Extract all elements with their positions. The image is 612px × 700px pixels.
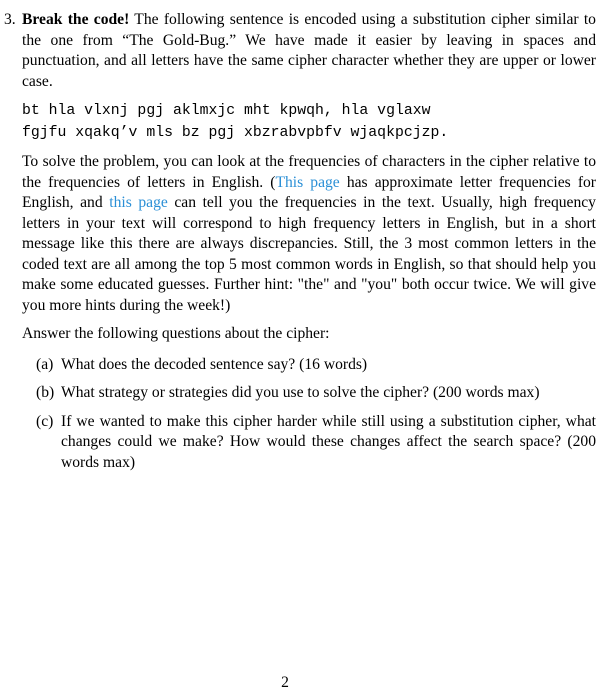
problem-number: 3.: [4, 11, 16, 28]
problem-body: [22, 10, 596, 473]
question-text: If we wanted to make this cipher harder while still using a substitution cipher, what changes could we make? How would these changes affect the search space? (200 words max): [61, 412, 596, 471]
problem-title: Break the code!: [22, 11, 130, 28]
hint-text-2: has approximate letter frequencies for English, and: [22, 173, 597, 211]
hint-paragraph: [22, 152, 596, 316]
question-text: What strategy or strategies did you use to solve the cipher? (200 words max): [61, 384, 540, 401]
question-list: [22, 355, 596, 474]
text-frequency-link[interactable]: this page: [109, 194, 168, 211]
question-text: What does the decoded sentence say? (16 words): [61, 355, 368, 373]
answer-intro: Answer the following questions about the cipher:: [22, 325, 330, 342]
hint-text-3: can tell you the frequencies in the text. Usually, high frequency letters in your text will correspond to high frequency letters in English, but in a short message like this there are always discrepancies. Still, the 3 most common letters in the coded text are all among the top 5 most common words in English, so that should help you make some educated guesses. Further hint: "the" and "you" both occur twice. We will give you more hints during the week!): [22, 194, 596, 314]
page-number: 2: [281, 674, 289, 691]
question-label: (a): [36, 355, 54, 373]
cipher-line-1: bt hla vlxnj pgj aklmxjc mht kpwqh, hla vglaxw: [22, 103, 431, 119]
cipher-text: [22, 100, 596, 144]
problem-3: [4, 10, 596, 481]
letter-frequency-link[interactable]: This page: [275, 173, 340, 191]
question-label: (c): [36, 412, 54, 430]
question-a: [22, 355, 596, 376]
problem-statement: [22, 10, 596, 92]
question-label: (b): [36, 384, 55, 401]
question-b: [22, 383, 596, 404]
cipher-line-2: fgjfu xqakq’v mls bz pgj xbzrabvpbfv wjaqkpcjzp.: [22, 125, 449, 141]
hint-text-1: To solve the problem, you can look at the frequencies of characters in the cipher relative to the frequencies of letters in English. (: [22, 153, 596, 191]
problem-intro-text: The following sentence is encoded using a substitution cipher similar to the one from “The Gold-Bug.” We have made it easier by leaving in spaces and punctuation, and all letters have the same cipher character whether they are upper or lower case.: [22, 11, 596, 90]
question-c: [22, 412, 596, 474]
